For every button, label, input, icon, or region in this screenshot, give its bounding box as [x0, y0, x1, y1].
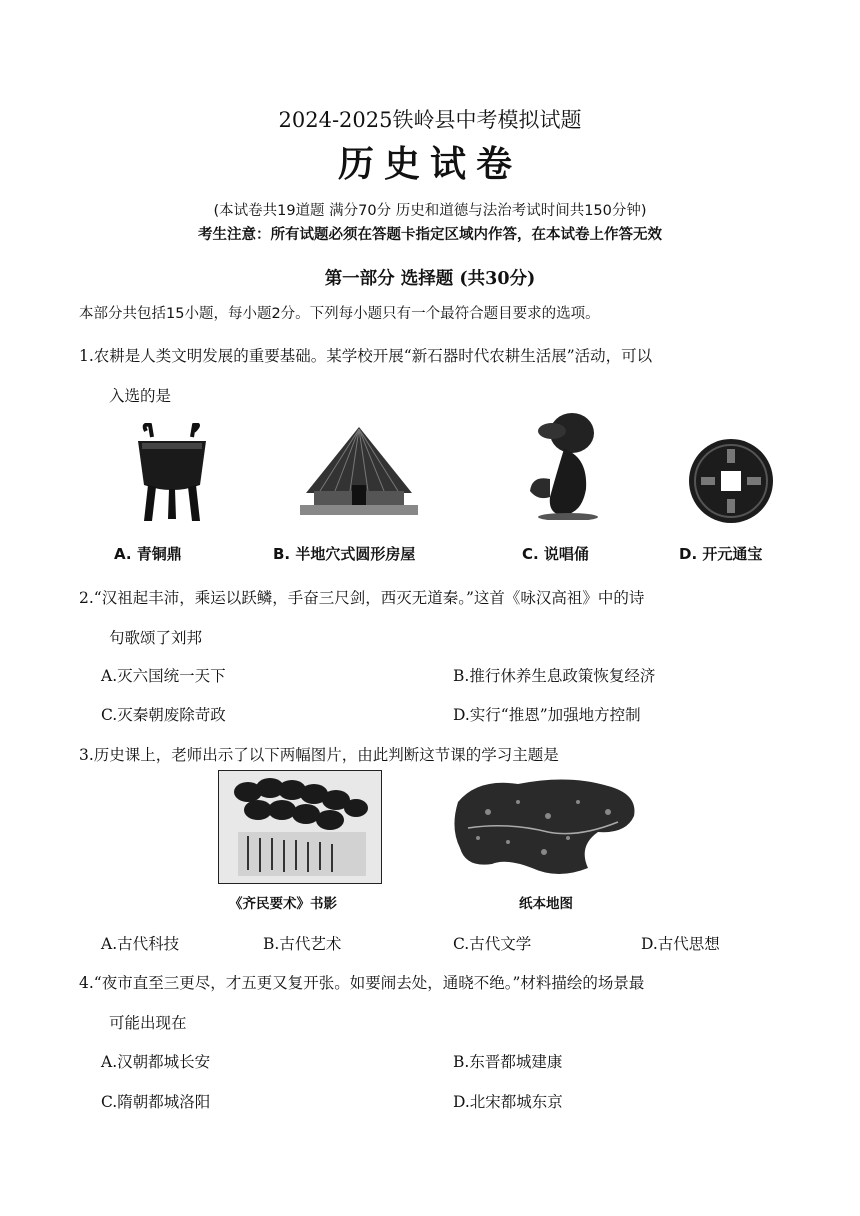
q4-option-d: D.北宋都城东京	[453, 1093, 563, 1111]
question-3	[79, 735, 784, 775]
exam-attention-note: 考生注意：所有试题必须在答题卡指定区域内作答，在本试卷上作答无效	[198, 227, 662, 243]
question-4-stem-line2: 可能出现在	[109, 1014, 187, 1032]
q4-option-b: B.东晋都城建康	[453, 1053, 563, 1071]
semi-subterranean-house-icon	[300, 425, 418, 517]
q3-option-d: D.古代思想	[641, 935, 720, 953]
q1-caption-d: D. 开元通宝	[679, 545, 763, 563]
question-1-stem-line1: 1.农耕是人类文明发展的重要基础。某学校开展“新石器时代农耕生活展”活动，可以	[79, 347, 653, 365]
qimin-yaoshu-bamboo-book-icon	[218, 770, 382, 884]
exam-title: 历史试卷	[337, 143, 522, 185]
section-heading: 第一部分 选择题 (共30分)	[324, 269, 536, 289]
q3-option-b: B.古代艺术	[263, 935, 342, 953]
question-1	[79, 336, 784, 416]
q1-caption-a: A. 青铜鼎	[114, 545, 182, 563]
q4-option-a: A.汉朝都城长安	[101, 1053, 211, 1071]
question-4-stem-line1: 4.“夜市直至三更尽，才五更又复开张。如要闹去处，通晓不绝。”材料描绘的场景最	[79, 974, 645, 992]
storyteller-figurine-icon	[520, 405, 605, 520]
question-3-stem-line1: 3.历史课上，老师出示了以下两幅图片，由此判断这节课的学习主题是	[79, 746, 559, 764]
question-2	[79, 578, 784, 658]
exam-info-note: (本试卷共19道题 满分70分 历史和道德与法治考试时间共150分钟)	[213, 203, 647, 219]
question-2-stem-line2: 句歌颂了刘邦	[109, 629, 203, 647]
q3-option-c: C.古代文学	[453, 935, 532, 953]
question-4	[79, 963, 784, 1043]
kaiyuan-coin-icon	[687, 437, 775, 525]
section-instruction: 本部分共包括15小题，每小题2分。下列每小题只有一个最符合题目要求的选项。	[79, 306, 600, 322]
q2-option-d: D.实行“推恩”加强地方控制	[453, 706, 641, 724]
q2-option-b: B.推行休养生息政策恢复经济	[453, 667, 656, 685]
q2-option-a: A.灭六国统一天下	[101, 667, 226, 685]
q3-caption-map: 纸本地图	[519, 896, 573, 912]
q2-option-c: C.灭秦朝废除苛政	[101, 706, 226, 724]
exam-subtitle: 2024-2025铁岭县中考模拟试题	[278, 108, 582, 132]
question-1-stem-line2: 入选的是	[109, 387, 172, 405]
bronze-ding-icon	[132, 423, 212, 523]
q4-option-c: C.隋朝都城洛阳	[101, 1093, 211, 1111]
q1-caption-c: C. 说唱俑	[522, 545, 589, 563]
q1-caption-b: B. 半地穴式圆形房屋	[273, 545, 416, 563]
question-2-stem-line1: 2.“汉祖起丰沛，乘运以跃鳞，手奋三尺剑，西灭无道秦。”这首《咏汉高祖》中的诗	[79, 589, 645, 607]
q3-option-a: A.古代科技	[101, 935, 180, 953]
paper-map-icon	[448, 772, 642, 882]
q3-caption-book: 《齐民要术》书影	[229, 896, 337, 912]
